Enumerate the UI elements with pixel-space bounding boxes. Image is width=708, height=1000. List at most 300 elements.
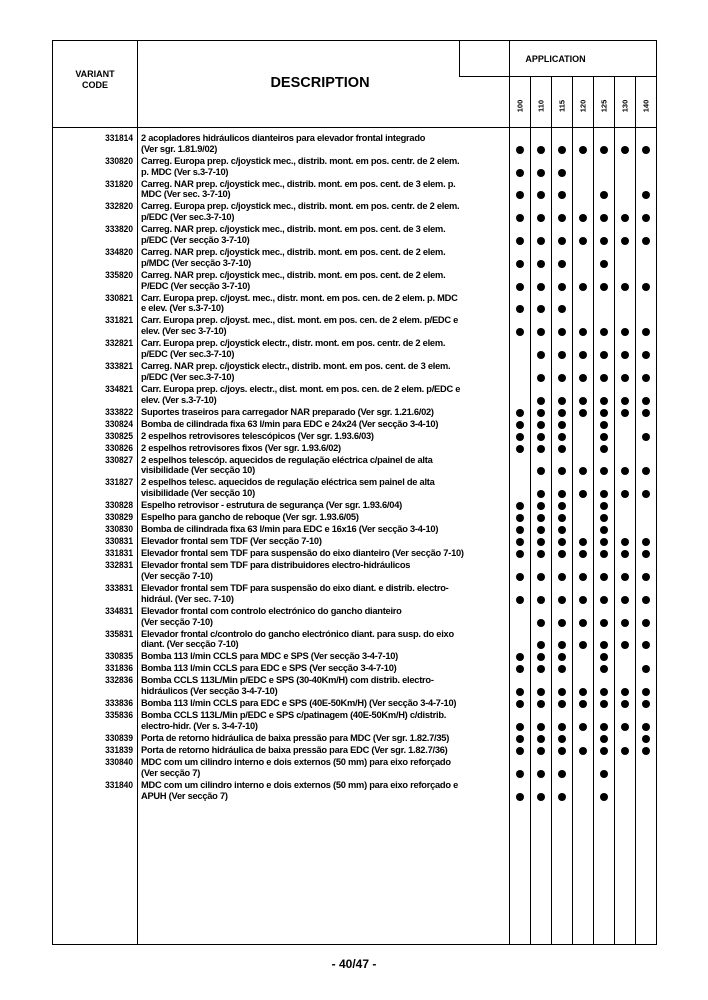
table-row [53, 455, 658, 478]
application-dot-140 [642, 397, 650, 405]
application-dot-110 [537, 260, 545, 268]
table-row [53, 407, 658, 419]
application-dot-140 [642, 214, 650, 222]
description: Carreg. Europa prep. c/joystick mec., distrib. mont. em pos. centr. de 2 elem. p/EDC (Ver sec.3-7-10) [141, 201, 460, 223]
application-dot-115 [558, 502, 566, 510]
application-dot-110 [537, 573, 545, 581]
column-header-115 [551, 91, 572, 121]
application-dot-110 [537, 305, 545, 313]
application-dot-115 [558, 351, 566, 359]
table-row [53, 293, 658, 316]
application-dot-100 [516, 665, 524, 673]
table-row [53, 443, 658, 455]
application-dot-100 [516, 191, 524, 199]
application-dot-100 [516, 723, 524, 731]
description: Bomba 113 l/min CCLS para EDC e SPS (40E-50Km/H) (Ver secção 3-4-7-10) [141, 698, 457, 709]
variant-code: 331820 [105, 178, 133, 189]
application-dot-110 [537, 747, 545, 755]
application-dot-140 [642, 433, 650, 441]
description: 2 espelhos telesc. aquecidos de regulação eléctrica sem painel de alta visibilidade (Ver secção 10) [141, 477, 435, 499]
table-row [53, 745, 658, 757]
application-dot-125 [600, 700, 608, 708]
application-dot-125 [600, 374, 608, 382]
description: Bomba de cilindrada fixa 63 l/min para EDC e 24x24 (Ver secção 3-4-10) [141, 418, 439, 429]
table-row [53, 675, 658, 698]
application-dot-100 [516, 653, 524, 661]
variant-code: 331839 [105, 745, 133, 755]
application-dot-125 [600, 641, 608, 649]
application-dot-130 [621, 237, 629, 245]
description: Elevador frontal sem TDF para suspensão do eixo dianteiro (Ver secção 7-10) [141, 548, 464, 559]
application-dot-125 [600, 283, 608, 291]
description: Carr. Europa prep. c/joystick electr., distr. mont. em pos. centr. de 2 elem. p/EDC (Ver sec.3-7-10) [141, 338, 446, 359]
application-dot-125 [600, 146, 608, 154]
application-dot-100 [516, 146, 524, 154]
application-dot-100 [516, 433, 524, 441]
table-row [53, 651, 658, 663]
application-dot-100 [516, 514, 524, 522]
table-row [53, 606, 658, 629]
application-dot-120 [579, 146, 587, 154]
application-dot-125 [600, 502, 608, 510]
application-dot-100 [516, 538, 524, 546]
description: Elevador frontal sem TDF para distribuidores electro-hidráulicos (Ver secção 7-10) [141, 560, 411, 581]
application-dot-110 [537, 502, 545, 510]
application-dot-100 [516, 526, 524, 534]
application-dot-110 [537, 723, 545, 731]
application-dot-120 [579, 328, 587, 336]
application-header: APPLICATION [525, 54, 586, 64]
application-dot-120 [579, 723, 587, 731]
application-dot-140 [642, 665, 650, 673]
description: Carreg. NAR prep. c/joystick electr., distrib. mont. em pos. cent. de 3 elem. p/EDC (Ver sec.3-7-10) [141, 361, 451, 382]
application-dot-115 [558, 374, 566, 382]
application-dot-130 [621, 573, 629, 581]
header-bottom-rule [53, 127, 656, 128]
table-row [53, 629, 658, 652]
application-dot-125 [600, 793, 608, 801]
application-dot-125 [600, 237, 608, 245]
application-dot-115 [558, 641, 566, 649]
application-dot-130 [621, 214, 629, 222]
application-dot-110 [537, 237, 545, 245]
application-dot-100 [516, 550, 524, 558]
application-dot-110 [537, 421, 545, 429]
table-row [53, 560, 658, 583]
application-dot-140 [642, 374, 650, 382]
application-dot-115 [558, 665, 566, 673]
table-row [53, 512, 658, 524]
application-dot-120 [579, 700, 587, 708]
application-dot-120 [579, 397, 587, 405]
application-dot-100 [516, 305, 524, 313]
application-dot-140 [642, 467, 650, 475]
application-dot-110 [537, 688, 545, 696]
description: MDC com um cilindro interno e dois externos (50 mm) para eixo reforçado e APUH (Ver secção 7) [141, 779, 459, 801]
application-dot-130 [621, 283, 629, 291]
application-dot-110 [537, 169, 545, 177]
application-dot-140 [642, 328, 650, 336]
description-header: DESCRIPTION [270, 75, 370, 91]
application-dot-125 [600, 550, 608, 558]
column-header-label: 110 [536, 99, 545, 113]
application-dot-110 [537, 596, 545, 604]
application-dot-115 [558, 770, 566, 778]
variant-code: 334820 [105, 247, 133, 257]
application-dot-125 [600, 351, 608, 359]
application-dot-130 [621, 328, 629, 336]
application-dot-100 [516, 260, 524, 268]
variant-code: 330839 [105, 733, 133, 743]
application-dot-115 [558, 747, 566, 755]
application-dot-125 [600, 514, 608, 522]
application-dot-110 [537, 146, 545, 154]
application-dot-130 [621, 490, 629, 498]
description: Carreg. NAR prep. c/joystick mec., distrib. mont. em pos. cent. de 3 elem. p/EDC (Ver secção 3-7-10) [141, 224, 446, 245]
application-dot-120 [579, 573, 587, 581]
variant-code: 330824 [105, 418, 133, 429]
variant-code: 333836 [105, 698, 133, 709]
table-row [53, 133, 658, 156]
application-dot-120 [579, 641, 587, 649]
application-dot-130 [621, 619, 629, 627]
description: Bomba 113 l/min CCLS para EDC e SPS (Ver secção 3-4-7-10) [141, 663, 397, 674]
application-dot-100 [516, 735, 524, 743]
variant-code: 333820 [105, 224, 133, 235]
application-dot-110 [537, 550, 545, 558]
description: 2 espelhos telescóp. aquecidos de regulação eléctrica c/painel de alta visibilidade (Ver secção 10) [141, 454, 433, 476]
table-row [53, 384, 658, 407]
application-dot-125 [600, 445, 608, 453]
application-dot-120 [579, 538, 587, 546]
column-header-110 [530, 91, 551, 121]
table-row [53, 583, 658, 606]
application-dot-125 [600, 490, 608, 498]
application-dot-100 [516, 421, 524, 429]
application-dot-120 [579, 467, 587, 475]
application-dot-125 [600, 214, 608, 222]
application-dot-125 [600, 260, 608, 268]
application-dot-140 [642, 747, 650, 755]
application-dot-110 [537, 490, 545, 498]
table-row [53, 698, 658, 710]
application-dot-115 [558, 421, 566, 429]
application-dot-140 [642, 351, 650, 359]
description: Bomba CCLS 113L/Min p/EDC e SPS (30-40Km/H) com distrib. electro- hidráulicos (Ver secção 3-4-7-10) [141, 675, 434, 697]
application-dot-110 [537, 433, 545, 441]
application-dot-115 [558, 688, 566, 696]
application-dot-115 [558, 409, 566, 417]
variant-code: 331827 [105, 477, 133, 488]
application-box-divider [459, 41, 461, 76]
application-dot-110 [537, 467, 545, 475]
application-dot-100 [516, 596, 524, 604]
application-dot-115 [558, 573, 566, 581]
table-row [53, 524, 658, 536]
description: Carr. Europa prep. c/joyst. mec., distr. mont. em pos. cen. de 2 elem. p. MDC e elev. (Ver s.3-7-10) [141, 292, 458, 314]
application-dot-120 [579, 550, 587, 558]
application-dot-125 [600, 467, 608, 475]
description: Carreg. NAR prep. c/joystick mec., distrib. mont. em pos. cent. de 3 elem. p. MDC (Ver sec. 3-7-10) [141, 178, 456, 200]
application-dot-110 [537, 665, 545, 673]
application-dot-125 [600, 409, 608, 417]
application-dot-120 [579, 490, 587, 498]
application-dot-100 [516, 214, 524, 222]
application-dot-125 [600, 328, 608, 336]
application-dot-115 [558, 169, 566, 177]
description: Elevador frontal c/controlo do gancho electrónico diant. para susp. do eixo diant. (Ver secção 7-10) [141, 628, 454, 650]
variant-code: 330831 [105, 536, 133, 547]
table-row [53, 500, 658, 512]
variant-code: 332831 [105, 560, 133, 571]
variant-code: 331840 [105, 779, 133, 790]
application-dot-115 [558, 793, 566, 801]
application-dot-115 [558, 328, 566, 336]
application-dot-125 [600, 526, 608, 534]
application-dot-115 [558, 214, 566, 222]
application-dot-120 [579, 619, 587, 627]
description: Carreg. Europa prep. c/joystick mec., distrib. mont. em pos. centr. de 2 elem. p. MDC (Ver s.3-7-10) [141, 155, 460, 177]
application-dot-110 [537, 653, 545, 661]
application-dot-125 [600, 573, 608, 581]
application-dot-120 [579, 237, 587, 245]
variant-code: 333821 [105, 361, 133, 371]
description: Carreg. NAR prep. c/joystick mec., distrib. mont. em pos. cent. de 2 elem. p/MDC (Ver secção 3-7-10) [141, 247, 446, 268]
page-number: - 40/47 - [331, 957, 377, 971]
application-dot-100 [516, 169, 524, 177]
application-dot-130 [621, 596, 629, 604]
application-dot-115 [558, 397, 566, 405]
application-dot-115 [558, 514, 566, 522]
variant-code: 330826 [105, 442, 133, 453]
application-dot-140 [642, 700, 650, 708]
application-dot-130 [621, 700, 629, 708]
table-row [53, 338, 658, 361]
application-dot-110 [537, 328, 545, 336]
application-dot-110 [537, 409, 545, 417]
variant-code: 330821 [105, 292, 133, 303]
application-dot-120 [579, 374, 587, 382]
application-dot-100 [516, 409, 524, 417]
application-table [52, 40, 657, 945]
application-dot-100 [516, 747, 524, 755]
description: Bomba CCLS 113L/Min p/EDC e SPS c/patinagem (40E-50Km/H) c/distrib. electro-hidr. (Ver s. 3-4-7-10) [141, 710, 447, 731]
application-dot-120 [579, 596, 587, 604]
application-dot-125 [600, 735, 608, 743]
application-dot-140 [642, 237, 650, 245]
application-dot-110 [537, 538, 545, 546]
application-dot-115 [558, 596, 566, 604]
variant-code: 330827 [105, 454, 133, 465]
application-dot-115 [558, 490, 566, 498]
description: Suportes traseiros para carregador NAR preparado (Ver sgr. 1.21.6/02) [141, 406, 434, 417]
application-dot-130 [621, 688, 629, 696]
variant-code: 332821 [105, 338, 133, 349]
variant-code: 330828 [105, 500, 133, 511]
column-header-label: 130 [620, 99, 629, 113]
table-row [53, 247, 658, 270]
application-dot-115 [558, 445, 566, 453]
application-dot-130 [621, 146, 629, 154]
variant-code-header: VARIANT CODE [75, 69, 115, 90]
table-row [53, 548, 658, 560]
application-dot-110 [537, 735, 545, 743]
variant-code: 332836 [105, 675, 133, 686]
description: Elevador frontal com controlo electrónico do gancho dianteiro (Ver secção 7-10) [141, 605, 402, 627]
application-dot-110 [537, 283, 545, 291]
application-dot-115 [558, 305, 566, 313]
application-dot-140 [642, 723, 650, 731]
application-dot-130 [621, 723, 629, 731]
description: Bomba 113 l/min CCLS para MDC e SPS (Ver secção 3-4-7-10) [141, 651, 399, 662]
application-dot-140 [642, 409, 650, 417]
application-dot-125 [600, 433, 608, 441]
description: MDC com um cilindro interno e dois externos (50 mm) para eixo reforçado (Ver secção 7) [141, 757, 451, 778]
application-dot-115 [558, 146, 566, 154]
application-dot-130 [621, 397, 629, 405]
application-dot-140 [642, 538, 650, 546]
variant-code: 332820 [105, 201, 133, 212]
application-dot-100 [516, 700, 524, 708]
application-dot-110 [537, 191, 545, 199]
application-dot-125 [600, 191, 608, 199]
column-header-100 [509, 91, 530, 121]
application-dot-130 [621, 409, 629, 417]
application-dot-125 [600, 747, 608, 755]
application-dot-100 [516, 793, 524, 801]
application-dot-115 [558, 538, 566, 546]
application-dot-115 [558, 619, 566, 627]
description: Carreg. NAR prep. c/joystick mec., distrib. mont. em pos. cent. de 2 elem. P/EDC (Ver secção 3-7-10) [141, 269, 446, 291]
table-row [53, 477, 658, 500]
variant-code: 331836 [105, 663, 133, 674]
application-dot-130 [621, 641, 629, 649]
application-dot-140 [642, 283, 650, 291]
application-dot-125 [600, 688, 608, 696]
table-row [53, 780, 658, 803]
application-dot-130 [621, 747, 629, 755]
variant-code: 331821 [105, 315, 133, 326]
application-dot-100 [516, 237, 524, 245]
application-dot-100 [516, 445, 524, 453]
application-dot-120 [579, 747, 587, 755]
application-dot-110 [537, 397, 545, 405]
application-dot-130 [621, 351, 629, 359]
application-dot-110 [537, 793, 545, 801]
table-row [53, 156, 658, 179]
table-row [53, 315, 658, 338]
application-dot-100 [516, 283, 524, 291]
application-dot-110 [537, 700, 545, 708]
application-dot-140 [642, 619, 650, 627]
application-dot-110 [537, 351, 545, 359]
application-dot-120 [579, 409, 587, 417]
description: Carr. Europa prep. c/joyst. mec., dist. mont. em pos. cen. de 2 elem. p/EDC e elev. (Ver sec 3-7-10) [141, 315, 459, 337]
table-row [53, 733, 658, 745]
application-dot-100 [516, 573, 524, 581]
application-dot-110 [537, 641, 545, 649]
application-dot-110 [537, 214, 545, 222]
application-dot-140 [642, 596, 650, 604]
application-dot-130 [621, 374, 629, 382]
variant-code: 334831 [105, 605, 133, 616]
column-header-label: 120 [578, 99, 587, 113]
column-header-label: 100 [515, 99, 524, 113]
description: 2 acopladores hidráulicos dianteiros para elevador frontal integrado (Ver sgr. 1.81.9/02) [141, 133, 426, 154]
application-dot-140 [642, 550, 650, 558]
description: Espelho para gancho de reboque (Ver sgr. 1.93.6/05) [141, 512, 359, 523]
application-dot-120 [579, 214, 587, 222]
variant-code: 330830 [105, 524, 133, 535]
variant-code: 330829 [105, 512, 133, 523]
table-row [53, 757, 658, 780]
column-header-140 [635, 91, 656, 121]
application-dot-115 [558, 526, 566, 534]
application-dot-110 [537, 374, 545, 382]
application-dot-110 [537, 445, 545, 453]
application-dot-140 [642, 735, 650, 743]
table-row [53, 201, 658, 224]
application-dot-130 [621, 550, 629, 558]
application-dot-110 [537, 526, 545, 534]
variant-code: 331831 [105, 548, 133, 559]
application-dot-115 [558, 550, 566, 558]
column-header-125 [593, 91, 614, 121]
application-dot-125 [600, 723, 608, 731]
application-dot-120 [579, 283, 587, 291]
variant-code: 330825 [105, 430, 133, 441]
description: Porta de retorno hidráulica de baixa pressão para MDC (Ver sgr. 1.82.7/35) [141, 733, 450, 743]
application-dot-110 [537, 619, 545, 627]
application-dot-125 [600, 665, 608, 673]
table-row [53, 663, 658, 675]
column-header-label: 125 [599, 99, 608, 113]
table-row [53, 431, 658, 443]
description: Bomba de cilindrada fixa 63 l/min para EDC e 16x16 (Ver secção 3-4-10) [141, 524, 439, 535]
variant-code: 333831 [105, 583, 133, 593]
application-dot-100 [516, 770, 524, 778]
application-dot-100 [516, 328, 524, 336]
table-row [53, 710, 658, 733]
application-dot-115 [558, 260, 566, 268]
variant-code: 333822 [105, 406, 133, 417]
application-dot-115 [558, 735, 566, 743]
column-header-120 [572, 91, 593, 121]
application-dot-115 [558, 653, 566, 661]
application-dot-140 [642, 688, 650, 696]
application-dot-115 [558, 237, 566, 245]
table-row [53, 419, 658, 431]
application-title-rule [459, 76, 656, 77]
description: Elevador frontal sem TDF para suspensão do eixo diant. e distrib. electro- hidrául. (Ver sec. 7-10) [141, 583, 449, 604]
description: Carr. Europa prep. c/joys. electr., dist. mont. em pos. cen. de 2 elem. p/EDC e elev. (Ver s.3-7-10) [141, 383, 461, 405]
description: 2 espelhos retrovisores fixos (Ver sgr. 1.93.6/02) [141, 442, 341, 453]
application-dot-115 [558, 723, 566, 731]
application-dot-140 [642, 573, 650, 581]
description: Porta de retorno hidráulica de baixa pressão para EDC (Ver sgr. 1.82.7/36) [141, 745, 448, 755]
application-dot-140 [642, 191, 650, 199]
application-dot-125 [600, 397, 608, 405]
description: Elevador frontal sem TDF (Ver secção 7-10) [141, 536, 322, 547]
table-row [53, 361, 658, 384]
variant-code: 330835 [105, 651, 133, 662]
variant-code: 335831 [105, 628, 133, 639]
variant-code: 335836 [105, 710, 133, 721]
application-dot-115 [558, 467, 566, 475]
application-dot-115 [558, 191, 566, 199]
application-dot-140 [642, 146, 650, 154]
application-dot-125 [600, 619, 608, 627]
